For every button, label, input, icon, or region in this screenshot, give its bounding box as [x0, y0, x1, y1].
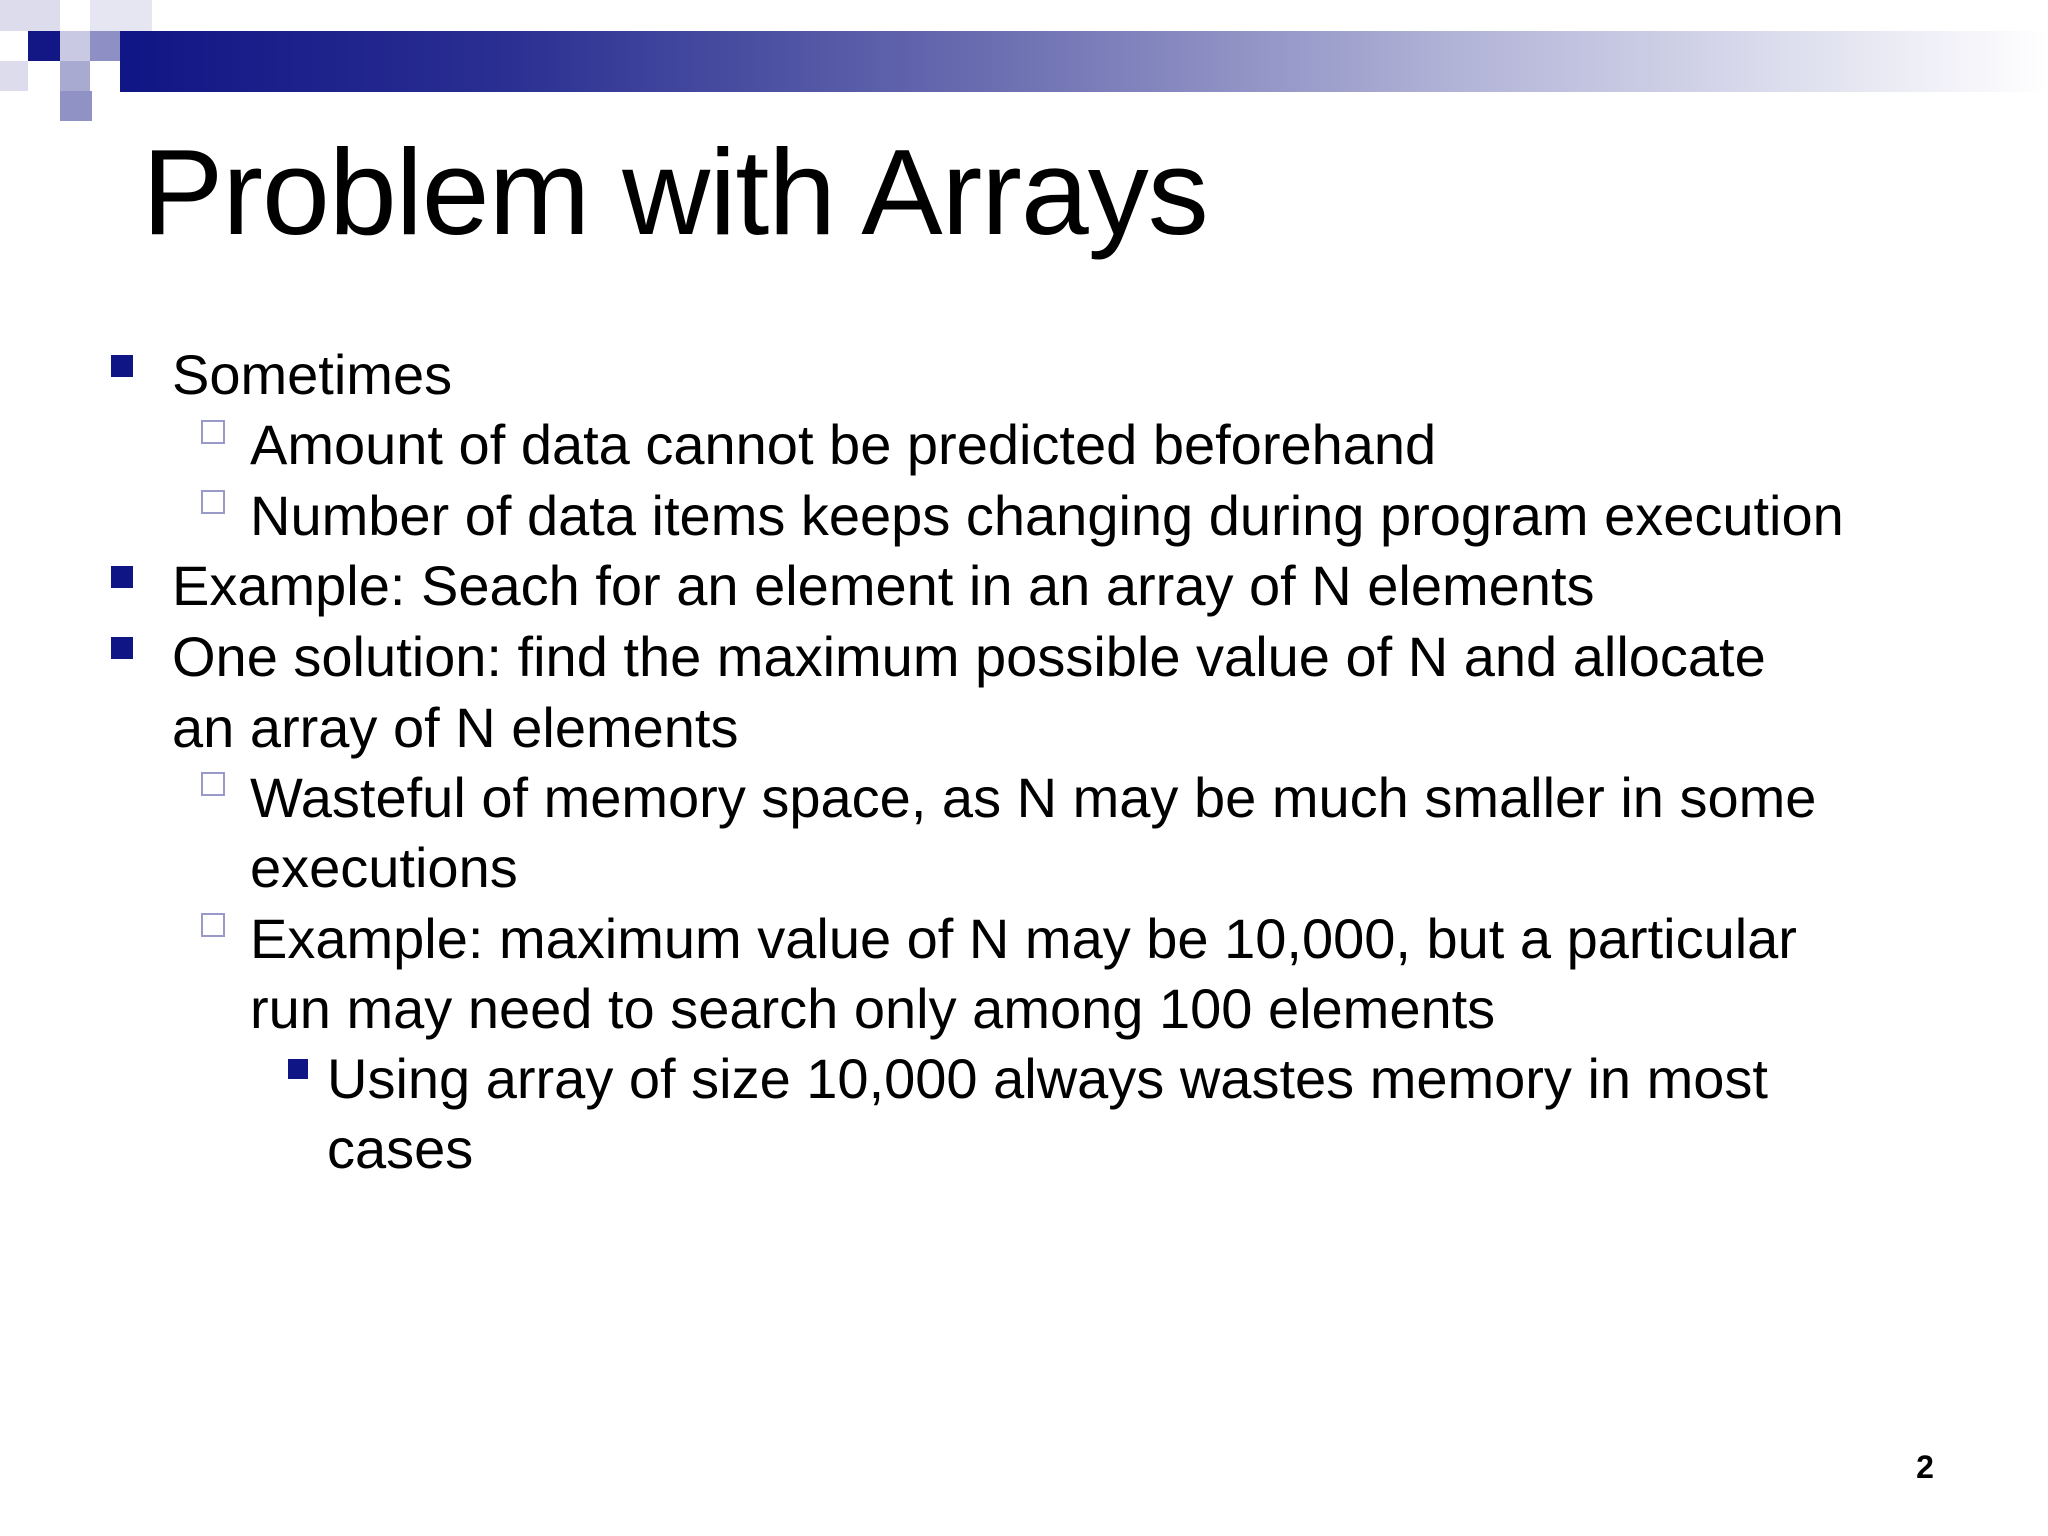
- bullet-text-line: Wasteful of memory space, as N may be much smaller in some: [250, 766, 1817, 829]
- square-bullet-icon: [111, 566, 133, 588]
- bullet-text-line: executions: [250, 836, 518, 899]
- bullet-text-line: Example: maximum value of N may be 10,000, but a particular: [250, 907, 1797, 970]
- header-decor-square: [90, 31, 120, 61]
- hollow-square-bullet-icon: [201, 772, 225, 796]
- header-decor-square: [60, 61, 90, 91]
- small-square-bullet-icon: [288, 1059, 308, 1079]
- square-bullet-icon: [111, 637, 133, 659]
- bullet-text: Example: Seach for an element in an array of N elements: [172, 554, 1595, 617]
- bullet-text-line: Using array of size 10,000 always wastes memory in most: [327, 1047, 1768, 1110]
- header-decor-square: [90, 0, 152, 31]
- bullet-text-line: One solution: find the maximum possible value of N and allocate: [172, 625, 1766, 688]
- hollow-square-bullet-icon: [201, 490, 225, 514]
- page-number: 2: [1916, 1449, 1934, 1485]
- bullet-text-line: run may need to search only among 100 elements: [250, 977, 1496, 1040]
- bullet-text-line: an array of N elements: [172, 696, 739, 759]
- square-bullet-icon: [111, 355, 133, 377]
- bullet-text-line: cases: [327, 1117, 474, 1180]
- header-decor-square: [0, 0, 60, 31]
- header-decor-square: [28, 31, 60, 61]
- header-decor-square: [0, 61, 28, 91]
- bullet-text: Amount of data cannot be predicted beforehand: [250, 413, 1437, 476]
- bullet-text: Sometimes: [172, 343, 453, 406]
- hollow-square-bullet-icon: [201, 420, 225, 444]
- bullet-text: Number of data items keeps changing during program execution: [250, 484, 1844, 547]
- hollow-square-bullet-icon: [201, 913, 225, 937]
- header-decor-square: [60, 91, 92, 121]
- header-gradient-bar: [120, 31, 2048, 92]
- header-decor-square: [60, 31, 90, 61]
- slide-title: Problem with Arrays: [142, 124, 1208, 260]
